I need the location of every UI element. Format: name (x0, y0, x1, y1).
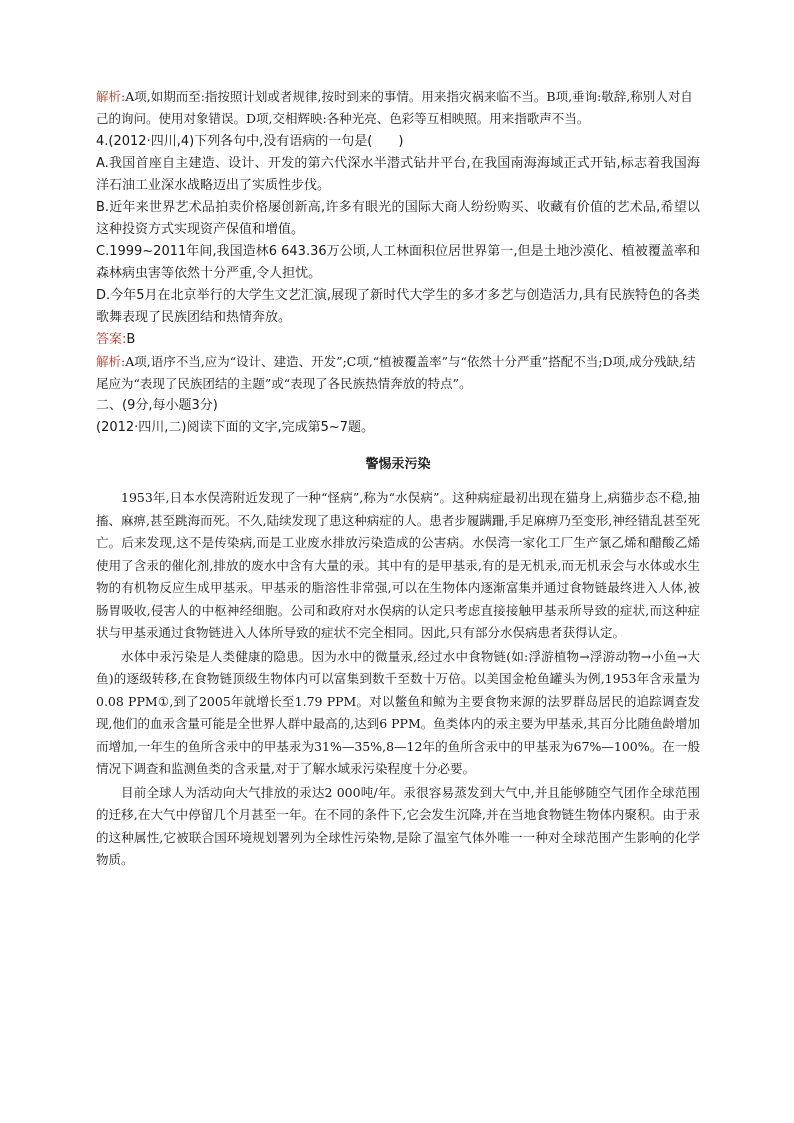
question-4-stem: 4.(2012·四川,4)下列各句中,没有语病的一句是( ) (96, 134, 404, 149)
passage-title: 警惕汞污染 (365, 457, 431, 472)
passage-paragraph: 目前全球人为活动向大气排放的汞达2 000吨/年。汞很容易蒸发到大气中,并且能够随空气团作全球范围的迁移,在大气中停留几个月甚至一年。在不同的条件下,它会发生沉降,并在当地食物链生物体内聚积。由于汞的这种属性,它被联合国环境规划署列为全球性污染物,是除了温室气体外唯一一种对全球范围产生影响的化学物质。 (96, 784, 700, 867)
answer-label: 答案: (96, 332, 127, 347)
document-page (96, 86, 700, 872)
question-4-option-b: B.近年来世界艺术品拍卖价格屡创新高,许多有眼光的国际大商人纷纷购买、收藏有价值的艺术品,希望以这种投资方式实现资产保值和增值。 (96, 200, 700, 237)
analysis-text: A项,语序不当,应为“设计、建造、开发”;C项,“植被覆盖率”与“依然十分严重”搭配不当;D项,成分残缺,结尾应为“表现了民族团结的主题”或“表现了各民族热情奔放的特点”。 (96, 354, 696, 391)
analysis-block-1 (96, 86, 700, 130)
analysis-text: A项,如期而至:指按照计划或者规律,按时到来的事情。用来指灾祸来临不当。B项,垂询:敬辞,称别人对自己的询问。使用对象错误。D项,交相辉映:各种光亮、色彩等互相映照。用来指歌声不当。 (96, 89, 693, 126)
question-4-option-c: C.1999~2011年间,我国造林6 643.36万公顷,人工林面积位居世界第一,但是土地沙漠化、植被覆盖率和森林病虫害等依然十分严重,令人担忧。 (96, 244, 700, 281)
section-instruction: (2012·四川,二)阅读下面的文字,完成第5~7题。 (96, 420, 375, 435)
passage-body (96, 487, 700, 872)
analysis-label: 解析: (96, 354, 126, 369)
section-heading: 二、(9分,每小题3分) (96, 398, 218, 413)
analysis-block-2 (96, 351, 700, 395)
answer-line (96, 329, 700, 351)
answer-value: B (126, 332, 136, 347)
question-4-option-a: A.我国首座自主建造、设计、开发的第六代深水半潜式钻井平台,在我国南海海域正式开钻,标志着我国海洋石油工业深水战略迈出了实质性步伐。 (96, 156, 700, 193)
passage-paragraph: 1953年,日本水俣湾附近发现了一种“怪病”,称为“水俣病”。这种病症最初出现在猫身上,病猫步态不稳,抽搐、麻痹,甚至跳海而死。不久,陆续发现了患这种病症的人。患者步履蹒跚,手足麻痹乃至变形,神经错乱甚至死亡。后来发现,这不是传染病,而是工业废水排放污染造成的公害病。水俣湾一家化工厂生产氯乙烯和醋酸乙烯使用了含汞的催化剂,排放的废水中含有大量的汞。其中有的是甲基汞,有的是无机汞,而无机汞会与水体或水生物的有机物反应生成甲基汞。甲基汞的脂溶性非常强,可以在生物体内逐渐富集并通过食物链最终进入人体,被肠胃吸收,侵害人的中枢神经细胞。公司和政府对水俣病的认定只考虑直接接触甲基汞所导致的症状,而这种症状与甲基汞通过食物链进入人体所导致的症状不完全相同。因此,只有部分水俣病患者获得认定。 (96, 490, 700, 640)
passage-paragraph: 水体中汞污染是人类健康的隐患。因为水中的微量汞,经过水中食物链(如:浮游植物→浮游动物→小鱼→大鱼)的逐级转移,在食物链顶级生物体内可以富集到数千至数十万倍。以美国金枪鱼罐头为例,1953年含汞量为0.08 PPM①,到了2005年就增长至1.79 PPM。对以鳖鱼和鲸为主要食物来源的法罗群岛居民的追踪调查发现,他们的血汞含量可能是全世界人群中最高的,达到6 PPM。鱼类体内的汞主要为甲基汞,其百分比随鱼龄增加而增加,一年生的鱼所含汞中的甲基汞为31%—35%,8—12年的鱼所含汞中的甲基汞为67%—100%。在一般情况下调查和监测鱼类的含汞量,对于了解水域汞污染程度十分必要。 (96, 648, 700, 776)
question-4-option-d: D.今年5月在北京举行的大学生文艺汇演,展现了新时代大学生的多才多艺与创造活力,具有民族特色的各类歌舞表现了民族团结和热情奔放。 (96, 288, 700, 325)
analysis-label: 解析: (96, 89, 126, 104)
